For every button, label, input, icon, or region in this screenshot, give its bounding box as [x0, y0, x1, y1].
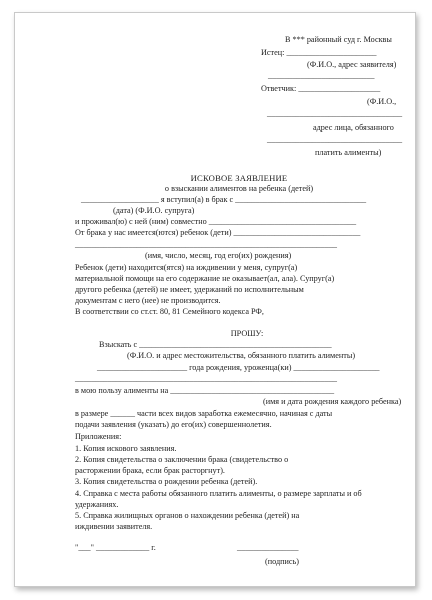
attachment-item: иждивении заявителя. — [75, 522, 153, 531]
body-line: (дата) (Ф.И.О. супруга) — [113, 206, 195, 215]
plaintiff-note: (Ф.И.О., адрес заявителя) — [307, 60, 397, 69]
attachments-heading: Приложения: — [75, 432, 122, 441]
request-heading: ПРОШУ: — [230, 329, 264, 338]
body-line: От брака у нас имеется(ются) ребенок (дети) _______________________________ — [75, 228, 361, 237]
document-subtitle: о взыскании алиментов на ребенка (детей) — [164, 184, 314, 193]
body-line: ___________________ я вступил(а) в брак с ________________________________ — [81, 195, 367, 204]
body-line: ________________________________________________________________ — [75, 240, 337, 249]
attachment-item: 4. Справка с места работы обязанного платить алименты, о размере зарплаты и об — [75, 489, 362, 498]
signature-label: (подпись) — [265, 557, 299, 566]
body-line: Ребенок (дети) находится(ятся) на иждивении у меня, супруг(а) — [75, 263, 298, 272]
document-title: ИСКОВОЕ ЗАЯВЛЕНИЕ — [190, 173, 288, 183]
body-line: материальной помощи на его содержание не оказывает(ал, ала). Супруг(а) — [75, 274, 335, 283]
request-line: ________________________________________________________________ — [75, 374, 337, 383]
request-line: (Ф.И.О. и адрес местожительства, обязанного платить алименты) — [127, 351, 356, 360]
attachment-item: 5. Справка жилищных органов о нахождении ребенка (детей) на — [75, 511, 300, 520]
attachment-item: удержаниях. — [75, 500, 119, 509]
defendant-label: Ответчик: ____________________ — [261, 84, 381, 93]
date-line: "___" _____________ г. — [75, 543, 156, 552]
request-line: в размере ______ части всех видов заработка ежемесячно, начиная с даты — [75, 409, 333, 418]
defendant-line: _________________________________ — [267, 109, 403, 118]
request-line: в мою пользу алименты на ________________________________________ — [75, 386, 335, 395]
request-line: (имя и дата рождения каждого ребенка) — [263, 397, 402, 406]
body-line: документам с него (нее) не производится. — [75, 296, 221, 305]
body-line: и проживал(ю) с ней (ним) совместно ____________________________________ — [75, 217, 357, 226]
defendant-note: (Ф.И.О., — [367, 97, 397, 106]
attachment-item: 3. Копия свидетельства о рождении ребенка (детей). — [75, 477, 258, 486]
plaintiff-label: Истец: ______________________ — [261, 48, 377, 57]
request-line: ______________________ года рождения, уроженца(ки) _____________________ — [97, 363, 380, 372]
request-line: подачи заявления (указать) до его(их) совершеннолетия. — [75, 420, 272, 429]
signature-line: _______________ — [237, 543, 299, 552]
body-line: В соответствии со ст.ст. 80, 81 Семейного кодекса РФ, — [75, 307, 264, 316]
document-page — [14, 12, 416, 587]
attachment-item: 2. Копия свидетельства о заключении брака (свидетельство о — [75, 455, 289, 464]
defendant-note-2: адрес лица, обязанного — [313, 123, 394, 132]
plaintiff-line: __________________________ — [268, 71, 375, 80]
attachment-item: 1. Копия искового заявления. — [75, 444, 177, 453]
court-name: В *** районный суд г. Москвы — [285, 35, 392, 44]
body-line: другого ребенка (детей) не имеет, удержаний по исполнительным — [75, 285, 304, 294]
attachment-item: расторжении брака, если брак расторгнут). — [75, 466, 225, 475]
defendant-line-2: _________________________________ — [267, 135, 403, 144]
request-line: Взыскать с _______________________________________________ — [99, 340, 332, 349]
defendant-note-3: платить алименты) — [315, 148, 382, 157]
body-line: (имя, число, месяц, год его(их) рождения) — [145, 251, 292, 260]
